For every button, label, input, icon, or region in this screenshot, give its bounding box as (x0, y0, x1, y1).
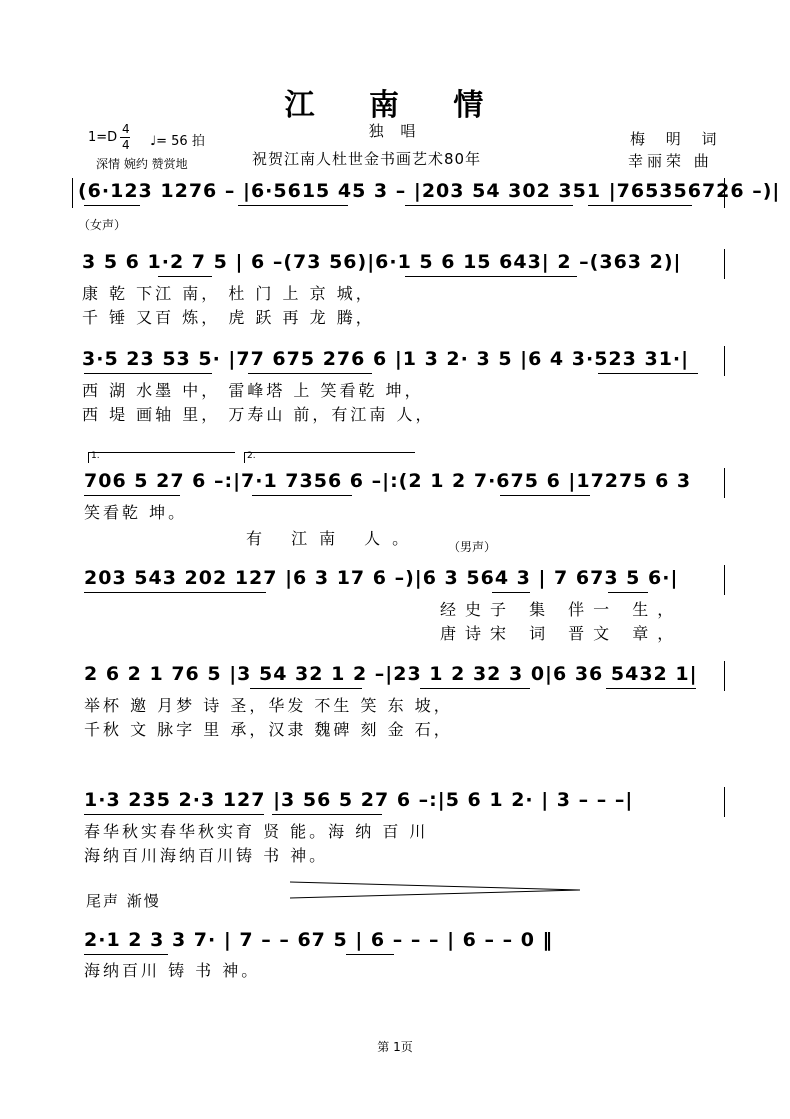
underline-beam (84, 373, 212, 374)
notation-row-8: 2·1 2 3 3 7· | 7 – – 67 5 | 6 – – – | 6 – – 0 ‖ (84, 929, 554, 951)
underline-beam (238, 205, 348, 206)
composer-credit: 幸丽荣 曲 (628, 152, 713, 170)
underline-beam (420, 688, 530, 689)
underline-beam (606, 688, 696, 689)
underline-beam (588, 205, 692, 206)
notation-row-1: (6·123 1276 – |6·5615 45 3 – |203 54 302 351 |765356726 –)| (78, 180, 781, 202)
barline (724, 661, 725, 691)
notation-row-3: 3·5 23 53 5· |77 675 276 6 |1 3 2· 3 5 |6 4 3·523 31·| (82, 348, 690, 370)
underline-beam (250, 688, 362, 689)
lyric-row-7a: 春华秋实春华秋实育 贤 能。海 纳 百 川 (84, 822, 429, 841)
underline-beam (84, 205, 140, 206)
barline (724, 787, 725, 817)
volta-number-1: 1. (91, 451, 100, 461)
volta-bracket-2 (244, 452, 415, 463)
lyric-row-8: 海纳百川 铸 书 神。 (84, 961, 261, 980)
lyric-row-5b: 唐诗宋 词 晋文 章， (440, 624, 683, 643)
barline (724, 468, 725, 498)
underline-beam (84, 954, 168, 955)
barline (724, 346, 725, 376)
lyric-row-2b: 千 锤 又百 炼， 虎 跃 再 龙 腾， (82, 308, 375, 327)
male-voice-label: （男声） (448, 540, 497, 554)
underline-beam (492, 592, 530, 593)
dedication: 祝贺江南人杜世金书画艺术80年 (252, 150, 482, 168)
underline-beam (248, 373, 372, 374)
barline (724, 565, 725, 595)
coda-label: 尾声 渐慢 (86, 892, 161, 910)
lyric-row-2a: 康 乾 下江 南， 杜 门 上 京 城， (82, 284, 375, 303)
notation-row-5: 203 543 202 127 |6 3 17 6 –)|6 3 564 3 | 7 673 5 6·| (84, 567, 679, 589)
lyric-row-4a: 笑看乾 坤。 (84, 503, 188, 522)
volta-number-2: 2. (247, 451, 256, 461)
decrescendo-hairpin (290, 880, 590, 900)
lyric-row-3b: 西 堤 画轴 里， 万寿山 前，有江南 人， (82, 405, 435, 424)
volta-bracket-1 (88, 452, 235, 463)
time-signature-top: 4 (122, 122, 130, 136)
underline-beam (84, 592, 266, 593)
notation-row-4: 706 5 27 6 –:|7·1 7356 6 –|:(2 1 2 7·675 6 |17275 6 3 (84, 470, 692, 492)
underline-beam (252, 495, 352, 496)
lyric-row-6b: 千秋 文 脉字 里 承，汉隶 魏碑 刻 金 石， (84, 720, 453, 739)
key-signature: 1=D (88, 130, 118, 145)
time-signature-bottom: 4 (122, 138, 130, 152)
lyric-row-5a: 经史子 集 伴一 生， (440, 600, 683, 619)
expression-marking: 深情 婉约 赞赏地 (96, 157, 188, 171)
underline-beam (608, 592, 648, 593)
page-number: 第 1页 (377, 1040, 413, 1054)
underline-beam (346, 954, 394, 955)
page-title: 江 南 情 (284, 88, 506, 123)
underline-beam (598, 373, 698, 374)
barline (72, 178, 73, 208)
tempo-marking: ♩= 56 拍 (150, 134, 205, 149)
underline-beam (405, 276, 577, 277)
barline (724, 249, 725, 279)
lyric-row-3a: 西 湖 水墨 中， 雷峰塔 上 笑看乾 坤， (82, 381, 424, 400)
underline-beam (500, 495, 590, 496)
lyric-row-7b: 海纳百川海纳百川铸 书 神。 (84, 846, 329, 865)
female-voice-label: （女声） (78, 218, 127, 232)
notation-row-2: 3 5 6 1·2 7 5 | 6 –(73 56)|6·1 5 6 15 643| 2 –(363 2)| (82, 251, 682, 273)
notation-row-7: 1·3 235 2·3 127 |3 56 5 27 6 –:|5 6 1 2· | 3 – – –| (84, 789, 634, 811)
lyricist-credit: 梅 明 词 (630, 130, 725, 148)
underline-beam (158, 276, 212, 277)
subtitle: 独 唱 (368, 122, 422, 140)
notation-row-6: 2 6 2 1 76 5 |3 54 32 1 2 –|23 1 2 32 3 0|6 36 5432 1| (84, 663, 698, 685)
lyric-row-4b: 有 江南 人。 (246, 529, 421, 548)
underline-beam (84, 814, 264, 815)
underline-beam (84, 495, 180, 496)
barline (724, 178, 725, 208)
lyric-row-6a: 举杯 邀 月梦 诗 圣，华发 不生 笑 东 坡， (84, 696, 453, 715)
underline-beam (272, 814, 382, 815)
underline-beam (405, 205, 573, 206)
